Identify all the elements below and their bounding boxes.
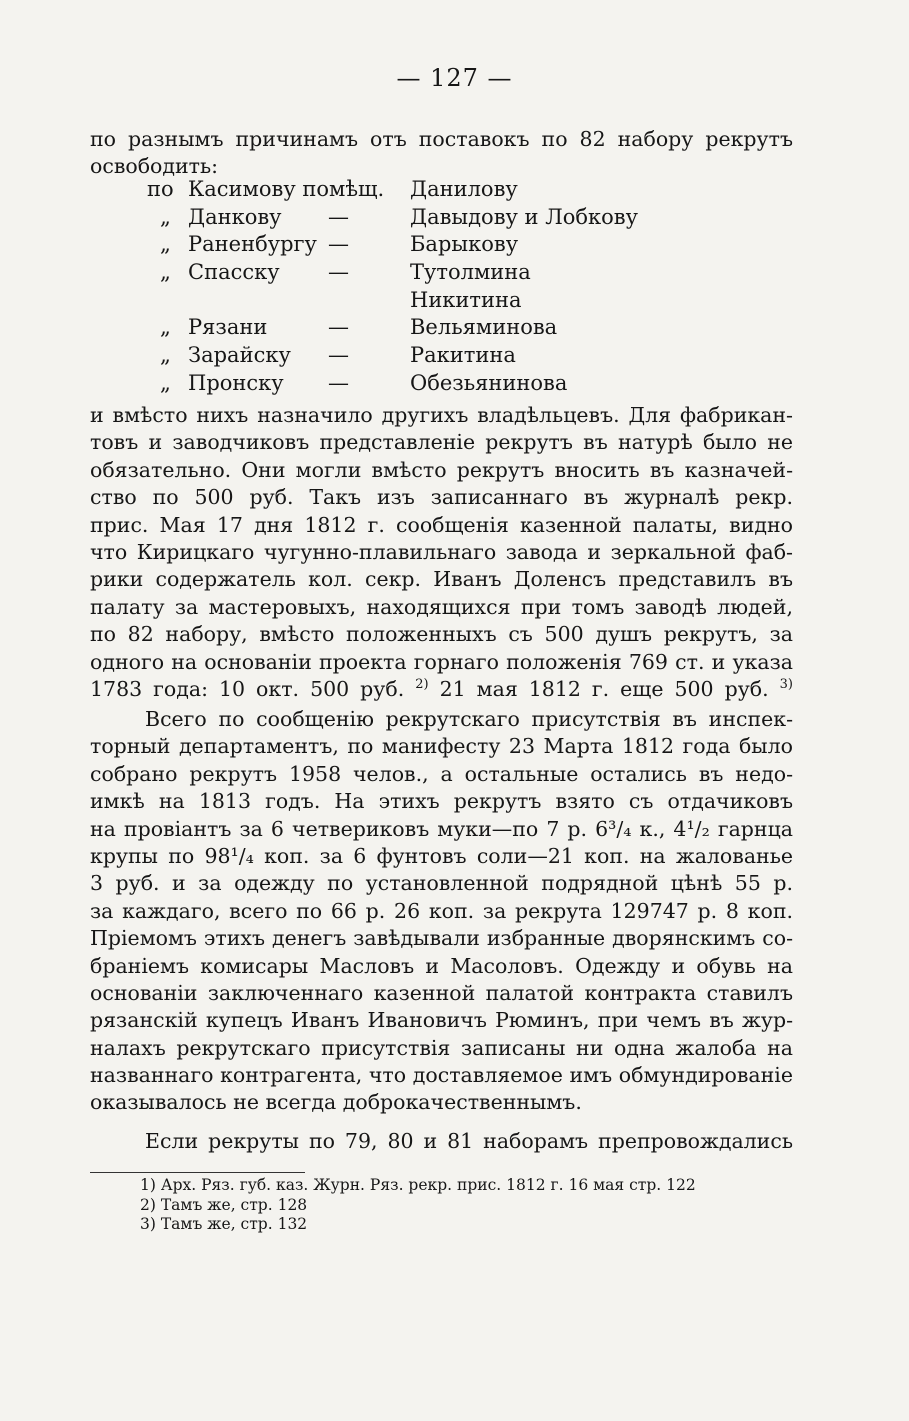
district-name: Касимову помѣщ.	[188, 177, 385, 201]
district-name: Зарайску	[188, 343, 291, 368]
list-item	[90, 205, 793, 233]
text-line: за каждаго, всего по 66 р. 26 коп. за рекрута 129747 р. 8 коп.	[90, 898, 793, 923]
district-name: Рязани	[188, 315, 268, 340]
landowner-name: Обезьянинова	[410, 370, 568, 395]
text-line: налахъ рекрутскаго присутствія записаны ни одна жалоба на	[90, 1035, 793, 1060]
ditto-mark: „	[160, 260, 171, 285]
text-line: рики содержатель кол. секр. Иванъ Доленсъ представилъ въ	[90, 567, 793, 592]
paragraph-continuation	[90, 1128, 793, 1155]
dash: —	[328, 370, 349, 395]
landowner-name: Тутолмина	[410, 260, 531, 285]
landowner-name: Ракитина	[410, 343, 516, 368]
list-item	[90, 288, 793, 316]
line-text: 21 мая 1812 г. еще 500 руб.	[439, 676, 769, 701]
landowner-name: Никитина	[410, 287, 522, 312]
list-item	[90, 260, 793, 288]
text-line: собрано рекрутъ 1958 челов., а остальные остались въ недо-	[90, 761, 793, 786]
list-item	[90, 232, 793, 260]
text-line: оказывалось не всегда доброкачественнымъ.	[90, 1090, 582, 1115]
ditto-mark: „	[160, 315, 171, 340]
intro-paragraph	[90, 126, 793, 181]
list-item	[90, 343, 793, 371]
footnote: 1) Арх. Ряз. губ. каз. Журн. Ряз. рекр. прис. 1812 г. 16 мая стр. 122	[140, 1176, 696, 1194]
dash: —	[328, 260, 349, 285]
landowner-name: Барыкову	[410, 232, 519, 257]
landowner-list	[90, 177, 793, 399]
line-text: 1783 года: 10 окт. 500 руб.	[90, 676, 405, 701]
dash: —	[328, 315, 349, 340]
text-line: 3 руб. и за одежду по установленной подрядной цѣнѣ 55 р.	[90, 871, 793, 896]
text-line: торный департаментъ, по манифесту 23 Марта 1812 года было	[90, 734, 793, 759]
district-name: Раненбургу	[188, 232, 317, 257]
footnote-ref: 2)	[415, 677, 429, 693]
ditto-mark: „	[160, 232, 171, 257]
text-line: ство по 500 руб. Такъ изъ записаннаго въ журналѣ рекр.	[90, 485, 793, 510]
text-line: обязательно. Они могли вмѣсто рекрутъ вносить въ казначей-	[90, 457, 793, 482]
district-name: Спасску	[188, 260, 280, 285]
landowner-name: Данилову	[410, 177, 518, 201]
text-line: на провіантъ за 6 четвериковъ муки—по 7 р. 6³/₄ к., 4¹/₂ гарнца	[90, 816, 793, 841]
footnote: 3) Тамъ же, стр. 132	[140, 1215, 308, 1233]
text-line: товъ и заводчиковъ представленіе рекрутъ въ натурѣ было не	[90, 430, 793, 455]
text-line: по 82 набору, вмѣсто положенныхъ съ 500 душъ рекрутъ, за	[90, 622, 793, 647]
dash: —	[328, 343, 349, 368]
text-line: Если рекруты по 79, 80 и 81 наборамъ препровождались	[145, 1129, 793, 1153]
paragraph-manufacturers	[90, 402, 793, 703]
paragraph-recruit-totals	[90, 706, 793, 1117]
text-line: основаніи заключеннаго казенной палатой контракта ставилъ	[90, 980, 793, 1005]
text-line: что Кирицкаго чугунно-плавильнаго завода и зеркальной фаб-	[90, 539, 793, 564]
list-item	[90, 177, 793, 205]
text-line: крупы по 98¹/₄ коп. за 6 фунтовъ соли—21 коп. на жалованье	[90, 843, 793, 868]
dash: —	[328, 204, 349, 229]
page-number: — 127 —	[396, 64, 513, 92]
district-name: Данкову	[188, 204, 282, 229]
list-item	[90, 315, 793, 343]
list-prefix: по	[147, 177, 174, 201]
ditto-mark: „	[160, 204, 171, 229]
text-line: рязанскій купецъ Иванъ Ивановичъ Рюминъ, при чемъ въ жур-	[90, 1008, 793, 1033]
text-line: палату за мастеровыхъ, находящихся при томъ заводѣ людей,	[90, 594, 793, 619]
footnote: 2) Тамъ же, стр. 128	[140, 1195, 308, 1214]
list-item	[90, 371, 793, 399]
text-line: Пріемомъ этихъ денегъ завѣдывали избранные дворянскимъ со-	[90, 926, 793, 951]
footnote-ref: 3)	[779, 677, 793, 693]
landowner-name: Вельяминова	[410, 315, 558, 340]
text-line: имкѣ на 1813 годъ. На этихъ рекрутъ взято съ отдачиковъ	[90, 789, 793, 814]
text-line: Всего по сообщенію рекрутскаго присутствія въ инспек-	[145, 707, 793, 731]
district-name: Пронску	[188, 370, 284, 395]
ditto-mark: „	[160, 370, 171, 395]
text-line: названнаго контрагента, что доставляемое имъ обмундированіе	[90, 1063, 793, 1088]
text-line: и вмѣсто нихъ назначило другихъ владѣльцевъ. Для фабрикан-	[90, 403, 793, 427]
text-line: освободить:	[90, 154, 219, 179]
footnote-divider	[90, 1172, 305, 1173]
text-line: браніемъ комисары Масловъ и Масоловъ. Одежду и обувь на	[90, 953, 793, 978]
text-line	[90, 676, 793, 703]
ditto-mark: „	[160, 343, 171, 368]
text-line: одного на основаніи проекта горнаго положенія 769 ст. и указа	[90, 649, 793, 674]
dash: —	[328, 232, 349, 257]
landowner-name: Давыдову и Лобкову	[410, 204, 638, 229]
footnotes	[140, 1176, 696, 1235]
text-line: прис. Мая 17 дня 1812 г. сообщенія казенной палаты, видно	[90, 512, 793, 537]
text-line: по разнымъ причинамъ отъ поставокъ по 82 набору рекрутъ	[90, 127, 793, 151]
